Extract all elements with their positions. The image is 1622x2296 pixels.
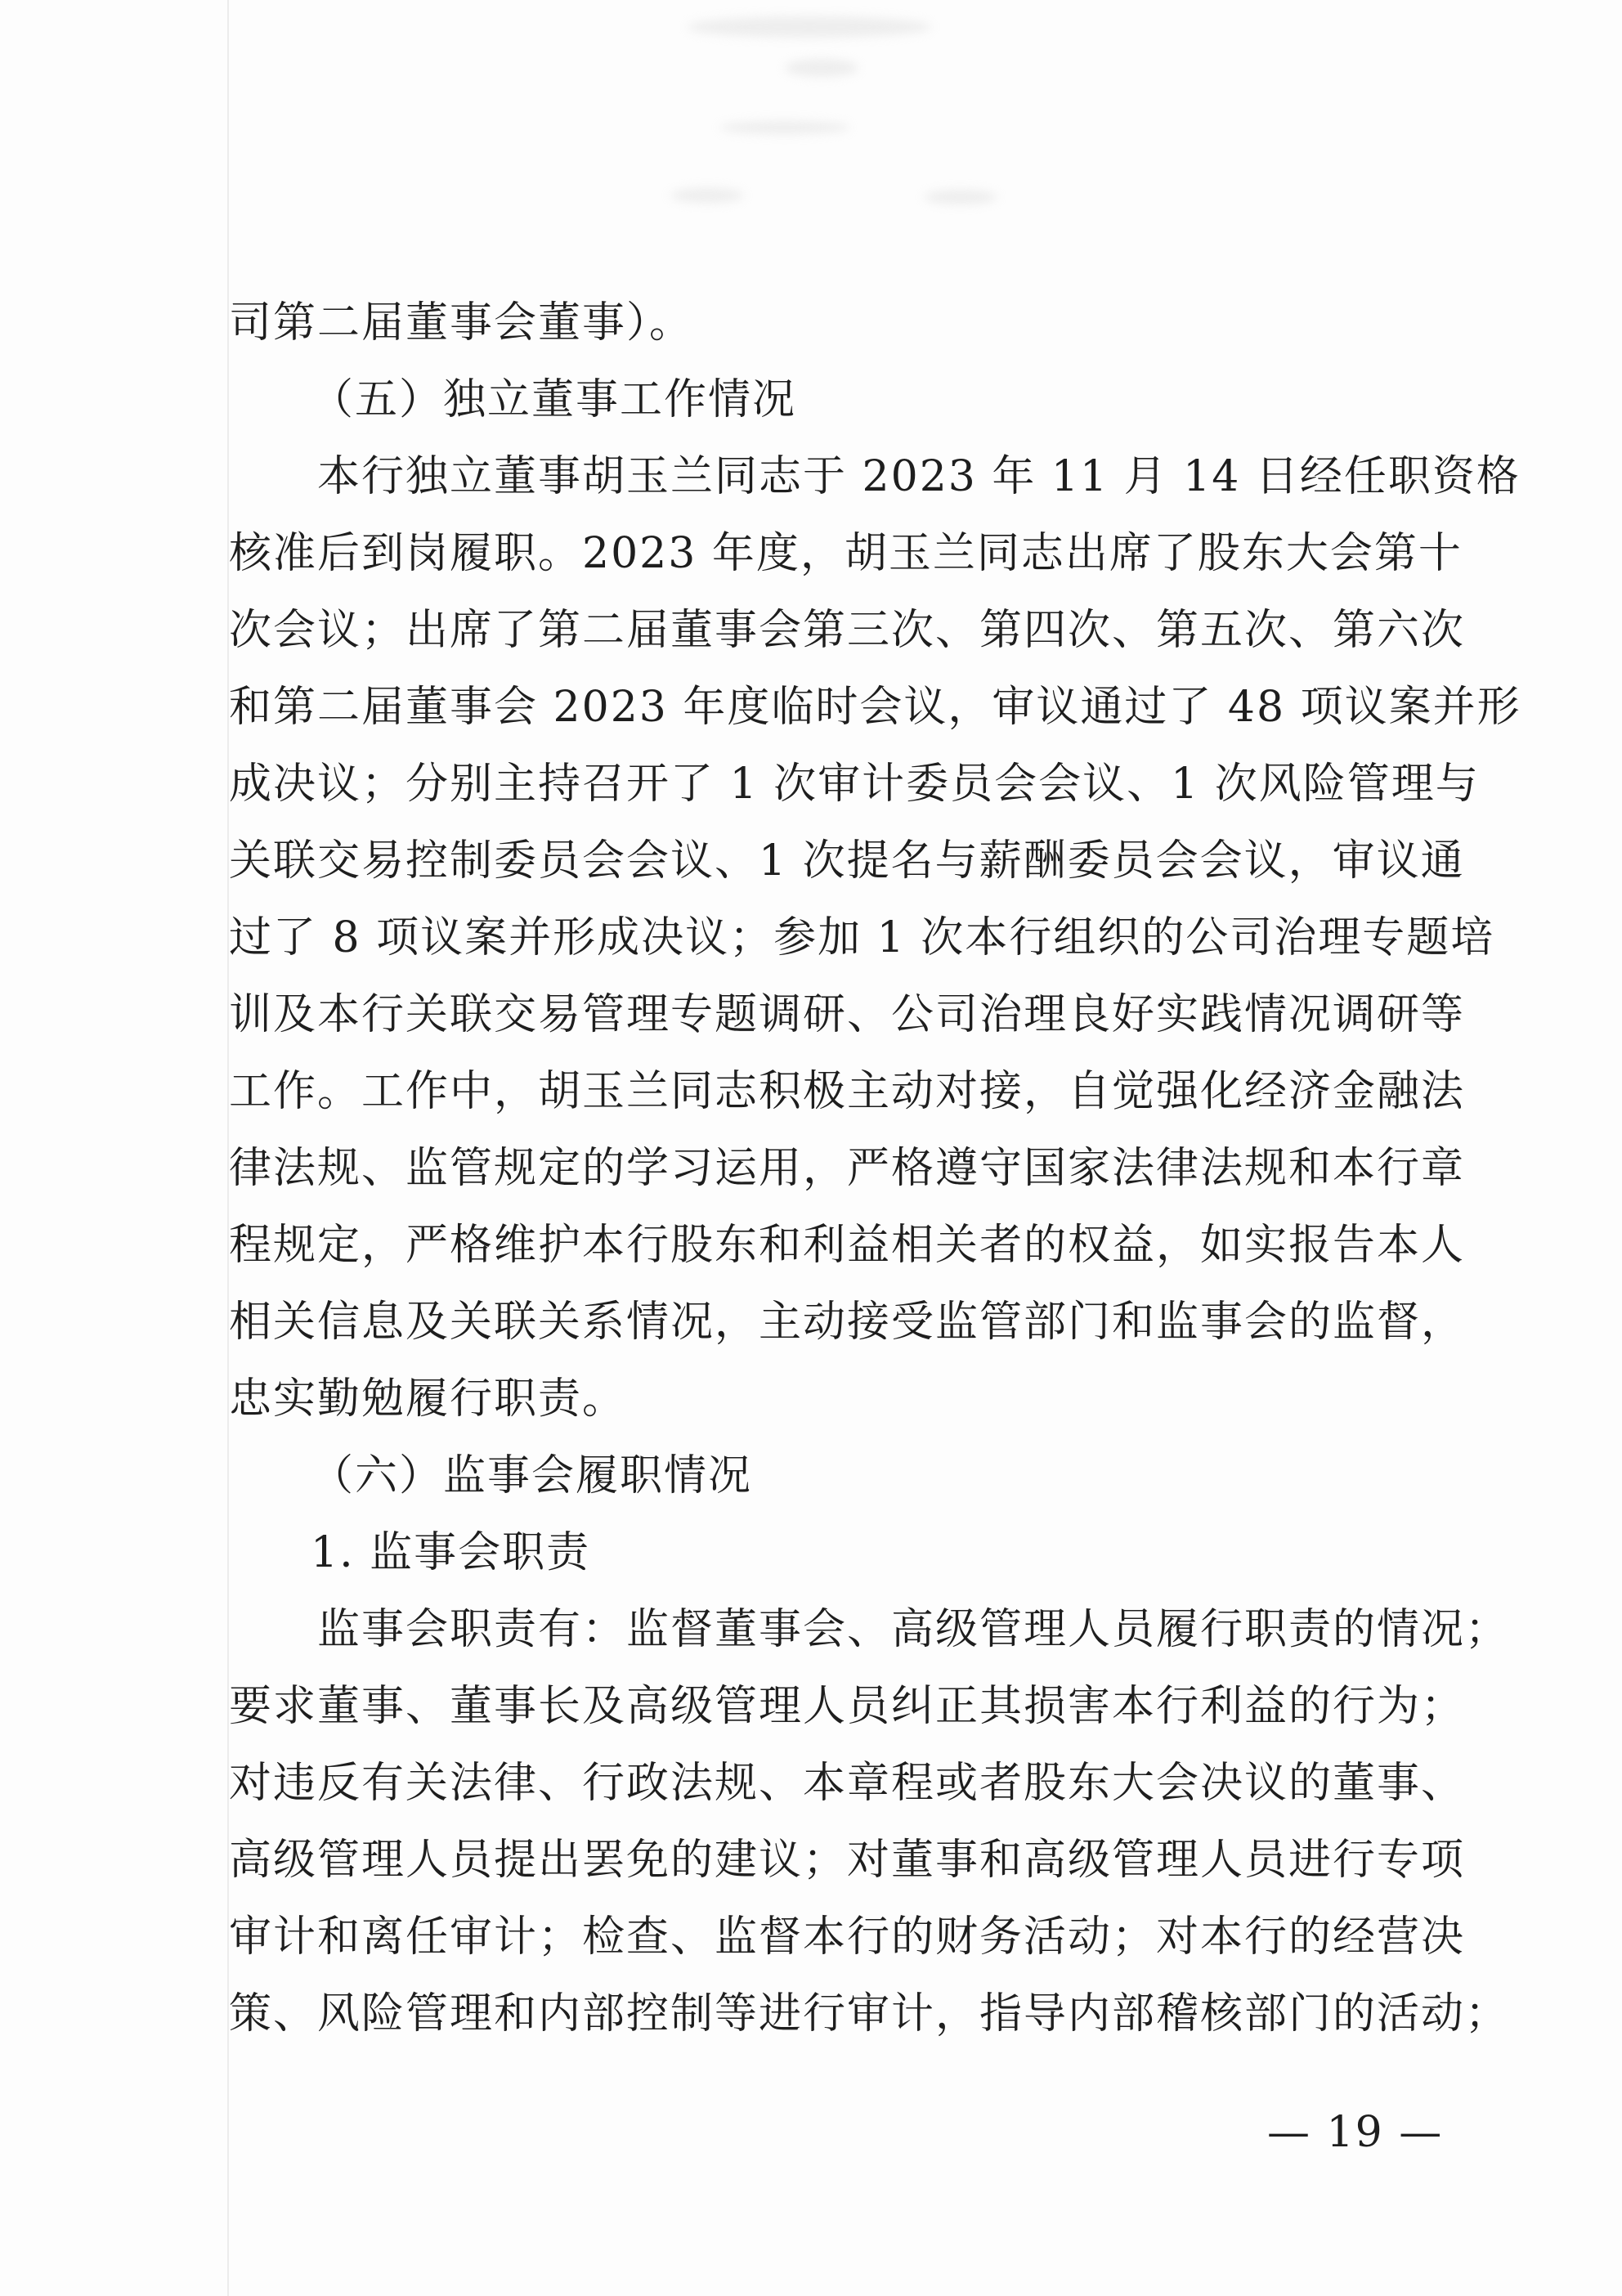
text-line: 核准后到岗履职。2023 年度，胡玉兰同志出席了股东大会第十 bbox=[229, 529, 1463, 578]
text-line: 训及本行关联交易管理专题调研、公司治理良好实践情况调研等 bbox=[229, 990, 1466, 1039]
text-line: 和第二届董事会 2023 年度临时会议，审议通过了 48 项议案并形 bbox=[229, 683, 1521, 732]
subsection-heading: 1. 监事会职责 bbox=[311, 1528, 591, 1577]
paragraph-first-line: 监事会职责有：监督董事会、高级管理人员履行职责的情况； bbox=[317, 1605, 1510, 1654]
text-line: 工作。工作中，胡玉兰同志积极主动对接，自觉强化经济金融法 bbox=[229, 1067, 1466, 1116]
text-line: 高级管理人员提出罢免的建议；对董事和高级管理人员进行专项 bbox=[229, 1836, 1466, 1885]
text-line: 次会议；出席了第二届董事会第三次、第四次、第五次、第六次 bbox=[229, 606, 1466, 655]
text-line: 审计和离任审计；检查、监督本行的财务活动；对本行的经营决 bbox=[229, 1913, 1466, 1962]
section-heading: （六）监事会履职情况 bbox=[311, 1451, 753, 1500]
section-heading: （五）独立董事工作情况 bbox=[311, 375, 797, 424]
show-through-smudge bbox=[687, 16, 932, 38]
show-through-smudge bbox=[924, 190, 997, 204]
page-number: — 19 — bbox=[1267, 2108, 1444, 2157]
body-text bbox=[229, 285, 1521, 2052]
show-through-smudge bbox=[719, 121, 850, 134]
text-line: 策、风险管理和内部控制等进行审计，指导内部稽核部门的活动； bbox=[229, 1989, 1510, 2038]
text-line: 关联交易控制委员会会议、1 次提名与薪酬委员会会议，审议通 bbox=[229, 836, 1465, 886]
text-line: 司第二届董事会董事）。 bbox=[229, 298, 694, 348]
text-line: 成决议；分别主持召开了 1 次审计委员会会议、1 次风险管理与 bbox=[229, 760, 1480, 809]
text-line: 过了 8 项议案并形成决议；参加 1 次本行组织的公司治理专题培 bbox=[229, 913, 1495, 962]
text-line: 忠实勤勉履行职责。 bbox=[229, 1374, 627, 1424]
text-line: 相关信息及关联关系情况，主动接受监管部门和监事会的监督， bbox=[229, 1298, 1466, 1347]
text-line: 对违反有关法律、行政法规、本章程或者股东大会决议的董事、 bbox=[229, 1759, 1466, 1808]
text-line: 律法规、监管规定的学习运用，严格遵守国家法律法规和本行章 bbox=[229, 1144, 1466, 1193]
show-through-smudge bbox=[785, 59, 858, 77]
text-line: 要求董事、董事长及高级管理人员纠正其损害本行利益的行为； bbox=[229, 1682, 1466, 1731]
paragraph-first-line: 本行独立董事胡玉兰同志于 2023 年 11 月 14 日经任职资格 bbox=[317, 452, 1521, 501]
show-through-smudge bbox=[670, 188, 744, 203]
text-line: 程规定，严格维护本行股东和利益相关者的权益，如实报告本人 bbox=[229, 1221, 1466, 1270]
